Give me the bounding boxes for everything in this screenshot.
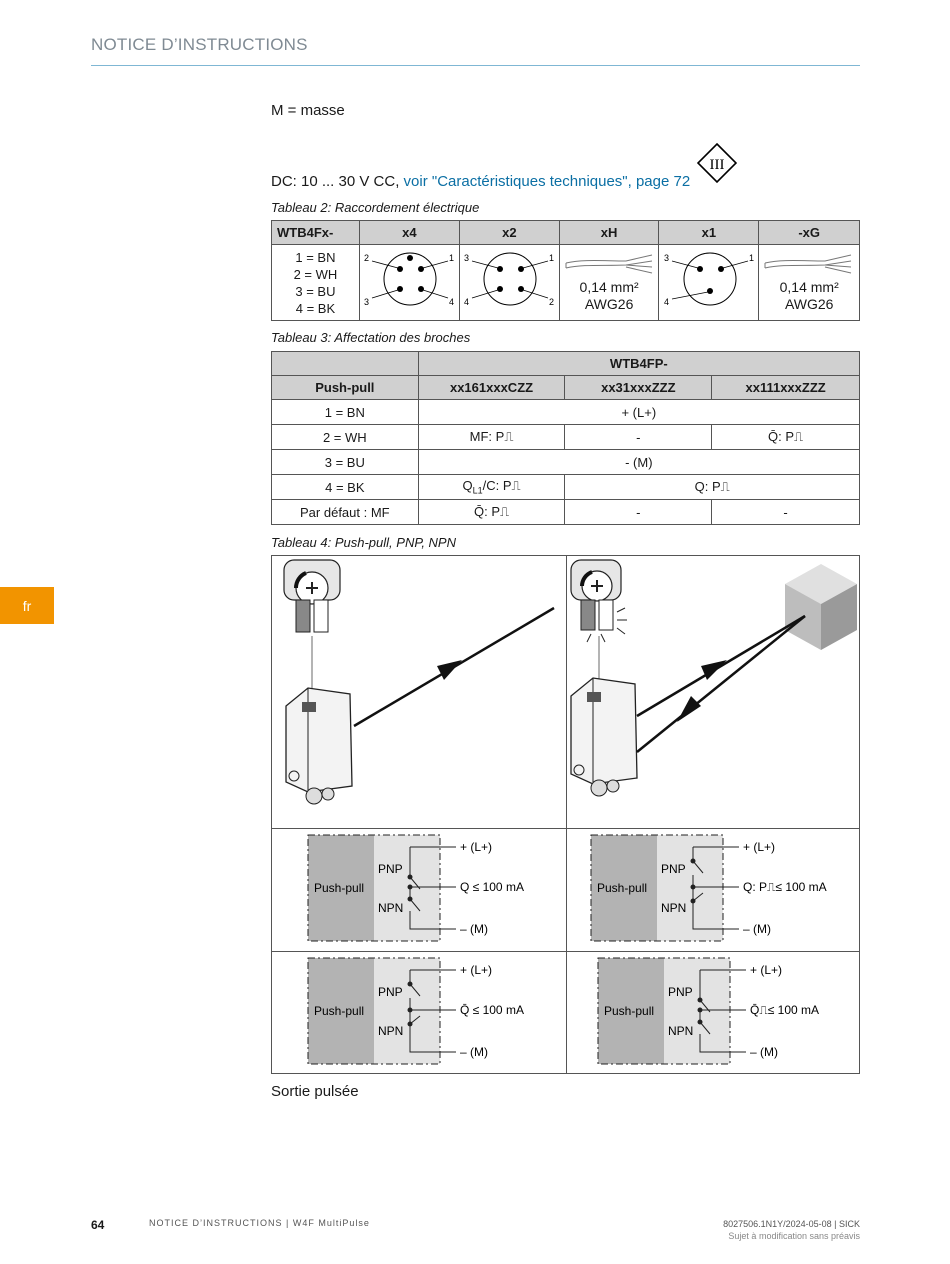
table-row: 4 = BK $Q_{L1}/C$: P⎍ Q: P⎍ [272, 475, 860, 500]
svg-text:– (M): – (M) [460, 922, 488, 936]
svg-text:PNP: PNP [661, 862, 686, 876]
table4-caption: Tableau 4: Push-pull, PNP, NPN [271, 535, 456, 550]
connector-x4-diagram [359, 245, 459, 321]
t2-header-xh: xH [559, 221, 659, 245]
dc-text: DC: 10 ... 30 V CC, [271, 173, 404, 190]
cable-area: 0,14 mm² [579, 279, 639, 295]
svg-text:PNP: PNP [378, 862, 403, 876]
m12-4pin-connector-icon [360, 245, 458, 317]
svg-text:+ (L+): + (L+) [460, 840, 493, 854]
connector-x1-diagram [659, 245, 759, 321]
t2-header-x1: x1 [659, 221, 759, 245]
masse-note: M = masse [271, 102, 345, 119]
svg-text:– (M): – (M) [460, 1045, 488, 1059]
svg-text:2: 2 [549, 297, 555, 307]
svg-text:Push-pull: Push-pull [314, 881, 365, 895]
t2-header-x2: x2 [459, 221, 559, 245]
svg-text:1: 1 [549, 253, 555, 263]
cable-awg: AWG26 [784, 296, 834, 312]
page-number: 64 [91, 1218, 105, 1232]
sensor-no-object-illustration [272, 556, 566, 828]
svg-text:NPN: NPN [668, 1024, 694, 1038]
circuit-diagram-2 [575, 831, 855, 946]
svg-text:+ (L+): + (L+) [750, 963, 783, 977]
pin-assignment-table [271, 351, 860, 525]
svg-text:PNP: PNP [378, 985, 403, 999]
table-row: 2 = WH MF: P⎍ - Q̄: P⎍ [272, 425, 860, 450]
cable-awg: AWG26 [584, 296, 634, 312]
sensor-housing-icon [571, 678, 637, 796]
svg-text:3: 3 [364, 297, 370, 307]
connection-table [271, 220, 860, 321]
protection-class-label: III [709, 157, 725, 173]
table-row: Par défaut : MF Q̄: P⎍ - - [272, 500, 860, 525]
svg-text:– (M): – (M) [750, 1045, 778, 1059]
pulse-output-label: Sortie pulsée [271, 1083, 359, 1100]
svg-text:Push-pull: Push-pull [314, 1004, 365, 1018]
header-rule [91, 65, 860, 66]
cable-area: 0,14 mm² [779, 279, 839, 295]
t3-col-1: xx161xxxCZZ [418, 376, 565, 400]
t2-header-xg: -xG [759, 221, 860, 245]
svg-text:Q ≤ 100 mA: Q ≤ 100 mA [460, 880, 524, 894]
t3-group-header: WTB4FP- [418, 352, 859, 376]
table2-caption: Tableau 2: Raccordement électrique [271, 200, 480, 215]
footer-ref-block [723, 1218, 860, 1242]
potentiometer-icon [571, 560, 621, 630]
circuit-diagram-1 [292, 831, 562, 946]
footer-doc-title: NOTICE D’INSTRUCTIONS | W4F MultiPulse [149, 1218, 370, 1228]
sensor-housing-icon [286, 688, 352, 804]
svg-text:Push-pull: Push-pull [604, 1004, 655, 1018]
t2-header-x4: x4 [359, 221, 459, 245]
svg-text:NPN: NPN [661, 901, 687, 915]
t3-col-2: xx31xxxZZZ [565, 376, 712, 400]
svg-text:+ (L+): + (L+) [743, 840, 776, 854]
cable-icon [763, 251, 855, 277]
cable-xh-cell [559, 245, 659, 321]
svg-text:Q: P⎍≤ 100 mA: Q: P⎍≤ 100 mA [743, 880, 827, 894]
output-diagram-table [271, 555, 860, 1074]
svg-text:4: 4 [464, 297, 470, 307]
svg-text:3: 3 [464, 253, 470, 263]
svg-text:4: 4 [449, 297, 455, 307]
svg-text:NPN: NPN [378, 901, 404, 915]
svg-text:1: 1 [449, 253, 455, 263]
svg-text:Q̄ ≤ 100 mA: Q̄ ≤ 100 mA [460, 1003, 524, 1017]
sensor-object-illustration [567, 556, 859, 828]
table3-caption: Tableau 3: Affectation des broches [271, 330, 471, 345]
circuit-diagram-4 [582, 954, 856, 1069]
t3-row-header: Push-pull [272, 376, 419, 400]
svg-text:4: 4 [663, 297, 669, 307]
cable-xg-cell [759, 245, 860, 321]
footer-note: Sujet à modification sans préavis [728, 1231, 860, 1241]
connector-x2-diagram [459, 245, 559, 321]
svg-text:– (M): – (M) [743, 922, 771, 936]
table-row: 1 = BN + (L+) [272, 400, 860, 425]
t3-corner [272, 352, 419, 376]
target-object-icon [785, 564, 857, 650]
t2-header-model: WTB4Fx- [272, 221, 360, 245]
table-row: 3 = BU - (M) [272, 450, 860, 475]
t3-col-3: xx111xxxZZZ [712, 376, 860, 400]
svg-text:NPN: NPN [378, 1024, 404, 1038]
footer-ref: 8027506.1N1Y/2024-05-08 | SICK [723, 1219, 860, 1229]
svg-text:+ (L+): + (L+) [460, 963, 493, 977]
language-tab[interactable]: fr [0, 587, 54, 624]
m8-3pin-connector-icon [660, 245, 758, 317]
specs-link[interactable]: voir "Caractéristiques techniques", page 72 [403, 173, 691, 190]
header-title: NOTICE D’INSTRUCTIONS [91, 35, 308, 54]
svg-text:Push-pull: Push-pull [597, 881, 648, 895]
svg-text:1: 1 [748, 253, 754, 263]
svg-text:PNP: PNP [668, 985, 693, 999]
svg-text:2: 2 [364, 253, 370, 263]
svg-text:3: 3 [663, 253, 669, 263]
potentiometer-icon [284, 560, 340, 632]
protection-class-iii-icon [697, 143, 737, 183]
svg-text:Q̄⎍≤ 100 mA: Q̄⎍≤ 100 mA [750, 1003, 820, 1017]
circuit-diagram-3 [292, 954, 562, 1069]
m8-4pin-connector-icon [460, 245, 558, 317]
wire-color-legend: 1 = BN 2 = WH 3 = BU 4 = BK [272, 245, 360, 321]
cable-icon [564, 251, 656, 277]
dc-supply-line [271, 173, 690, 190]
